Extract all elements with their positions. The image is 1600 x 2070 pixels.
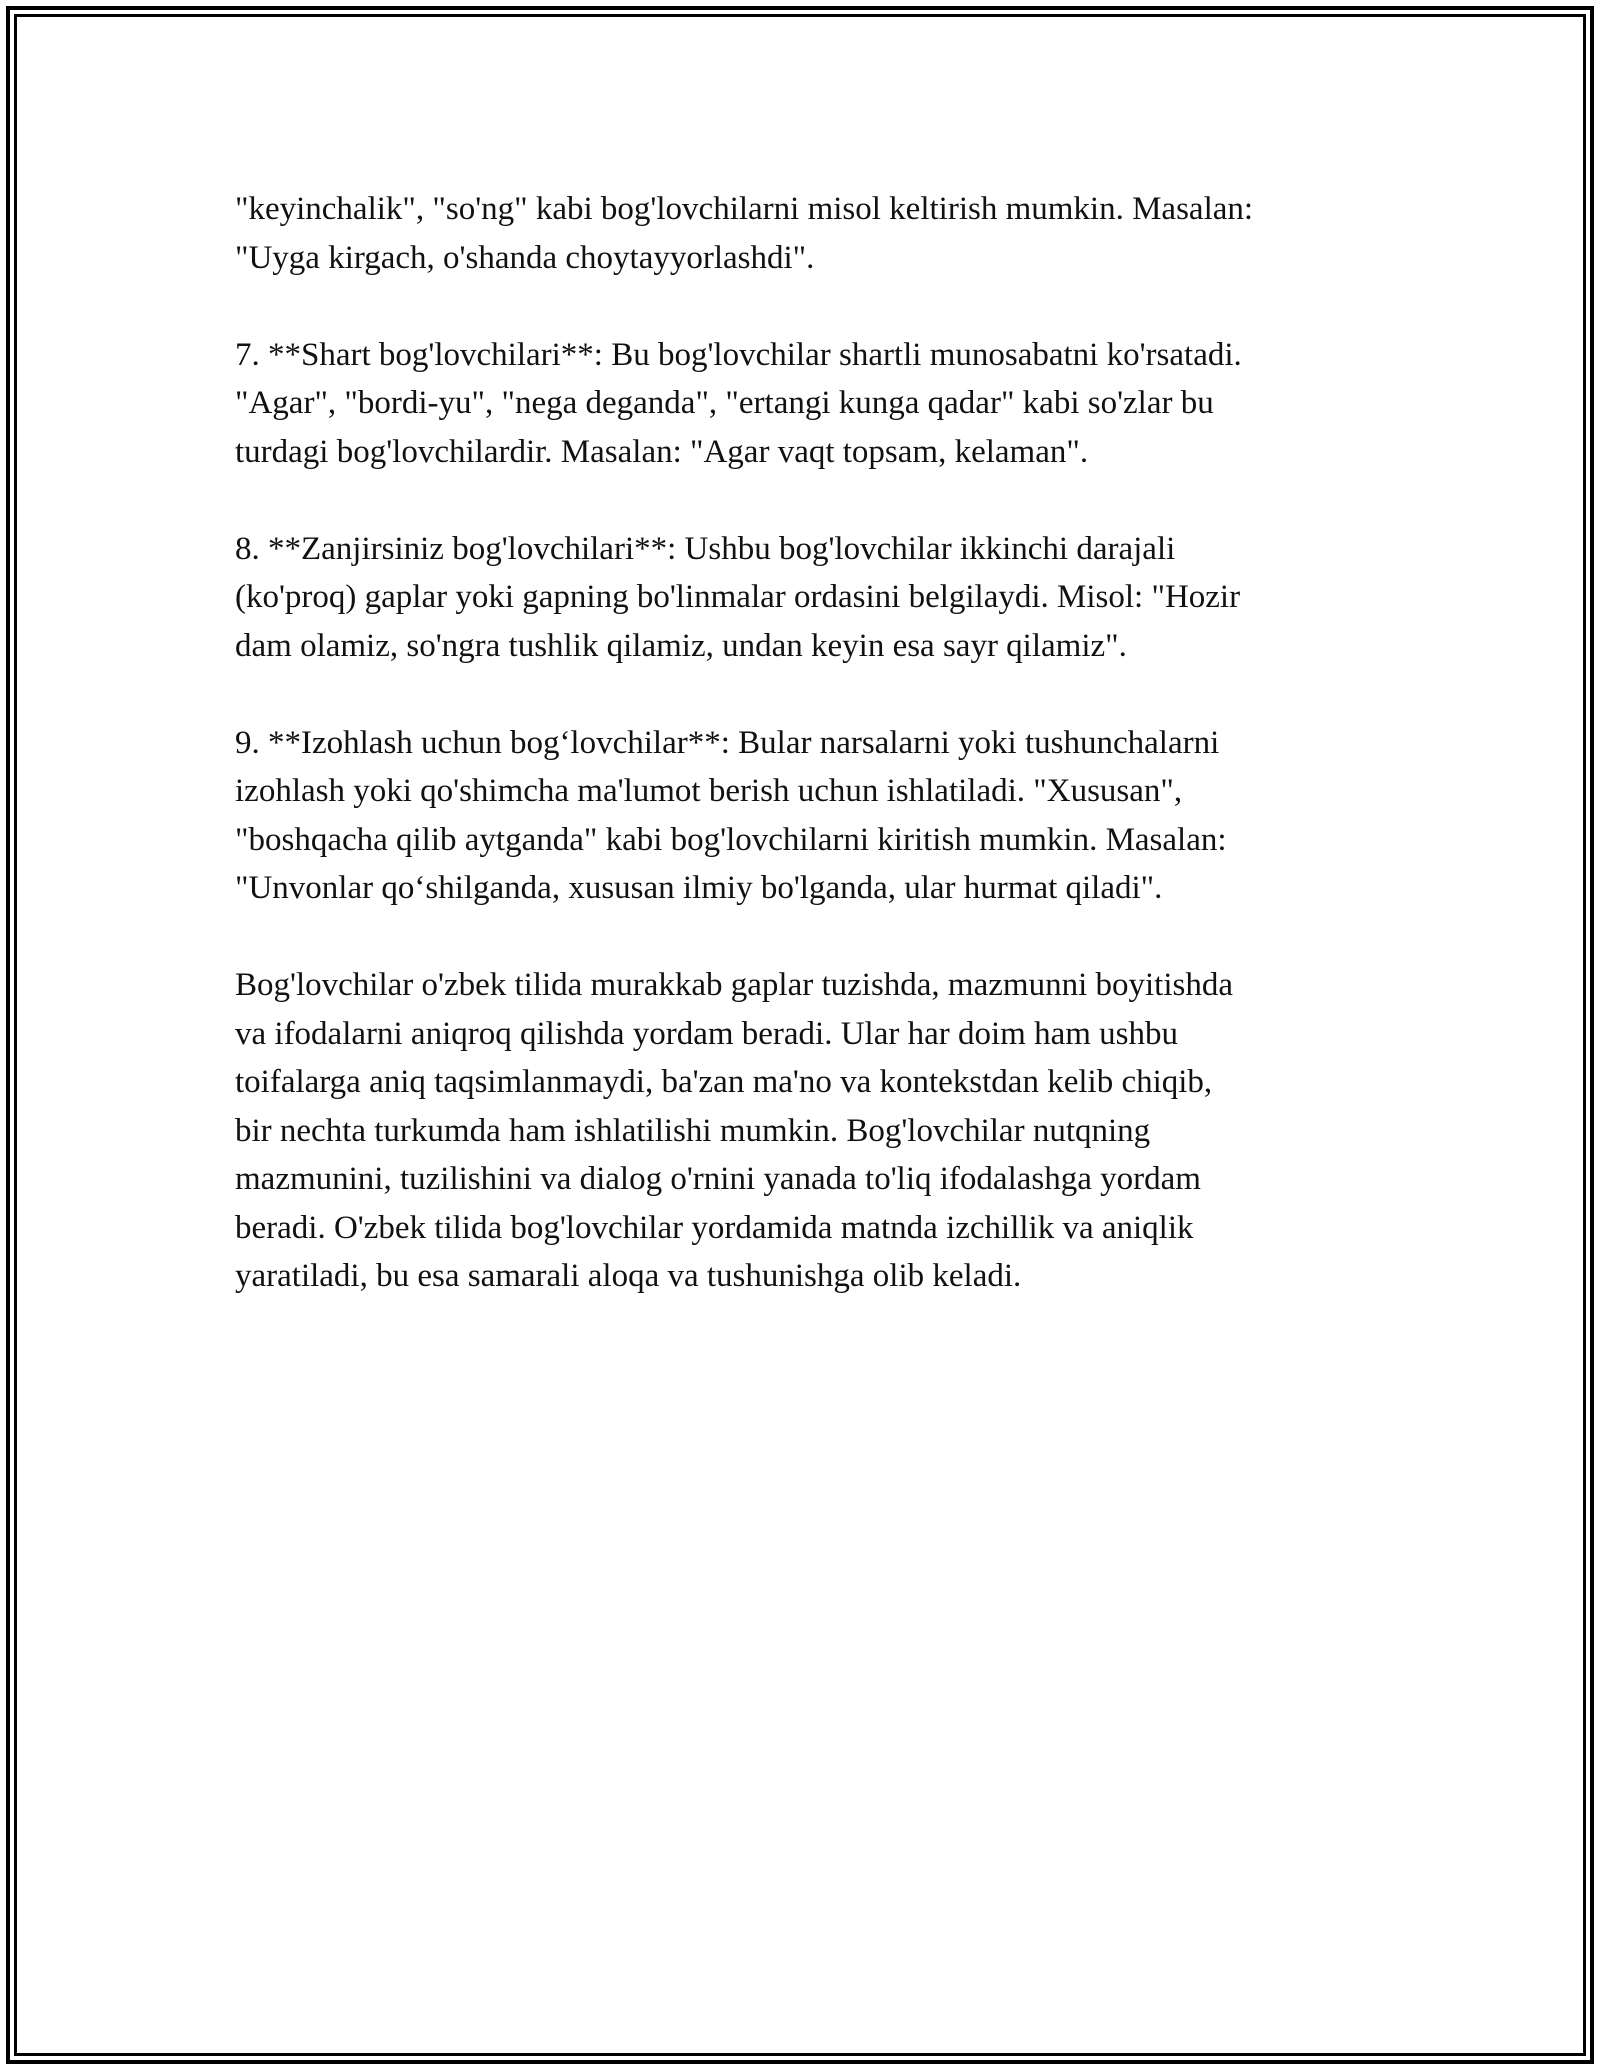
document-body — [235, 185, 1385, 1301]
paragraph-item-7: 7. **Shart bog'lovchilari**: Bu bog'lovchilar shartli munosabatni ko'rsatadi. "Agar", "bordi-yu", "nega deganda", "ertangi kunga qadar" kabi so'zlar bu turdagi bog'lovchilardir. Masalan: "Agar vaqt topsam, kelaman". — [235, 336, 1242, 470]
paragraph-item-9: 9. **Izohlash uchun bog‘lovchilar**: Bular narsalarni yoki tushunchalarni izohlash yoki qo'shimcha ma'lumot berish uchun ishlatiladi. "Xususan", "boshqacha qilib aytganda" kabi bog'lovchilarni kiritish mumkin. Masalan: "Unvonlar qo‘shilganda, xususan ilmiy bo'lganda, ular hurmat qiladi". — [235, 724, 1227, 906]
paragraph-conclusion: Bog'lovchilar o'zbek tilida murakkab gaplar tuzishda, mazmunni boyitishda va ifodalarni aniqroq qilishda yordam beradi. Ular har doim ham ushbu toifalarga aniq taqsimlanmaydi, ba'zan ma'no va kontekstdan kelib chiqib, bir nechta turkumda ham ishlatilishi mumkin. Bog'lovchilar nutqning mazmunini, tuzilishini va dialog o'rnini yanada to'liq ifodalashga yordam beradi. O'zbek tilida bog'lovchilar yordamida matnda izchillik va aniqlik yaratiladi, bu esa samarali aloqa va tushunishga olib keladi. — [235, 967, 1233, 1294]
paragraph-item-8: 8. **Zanjirsiniz bog'lovchilari**: Ushbu bog'lovchilar ikkinchi darajali (ko'proq) gaplar yoki gapning bo'linmalar ordasini belgilaydi. Misol: "Hozir dam olamiz, so'ngra tushlik qilamiz, undan keyin esa sayr qilamiz". — [235, 530, 1241, 664]
paragraph-continuation: "keyinchalik", "so'ng" kabi bog'lovchilarni misol keltirish mumkin. Masalan: "Uyga kirgach, o'shanda choytayyorlashdi". — [235, 191, 1254, 276]
